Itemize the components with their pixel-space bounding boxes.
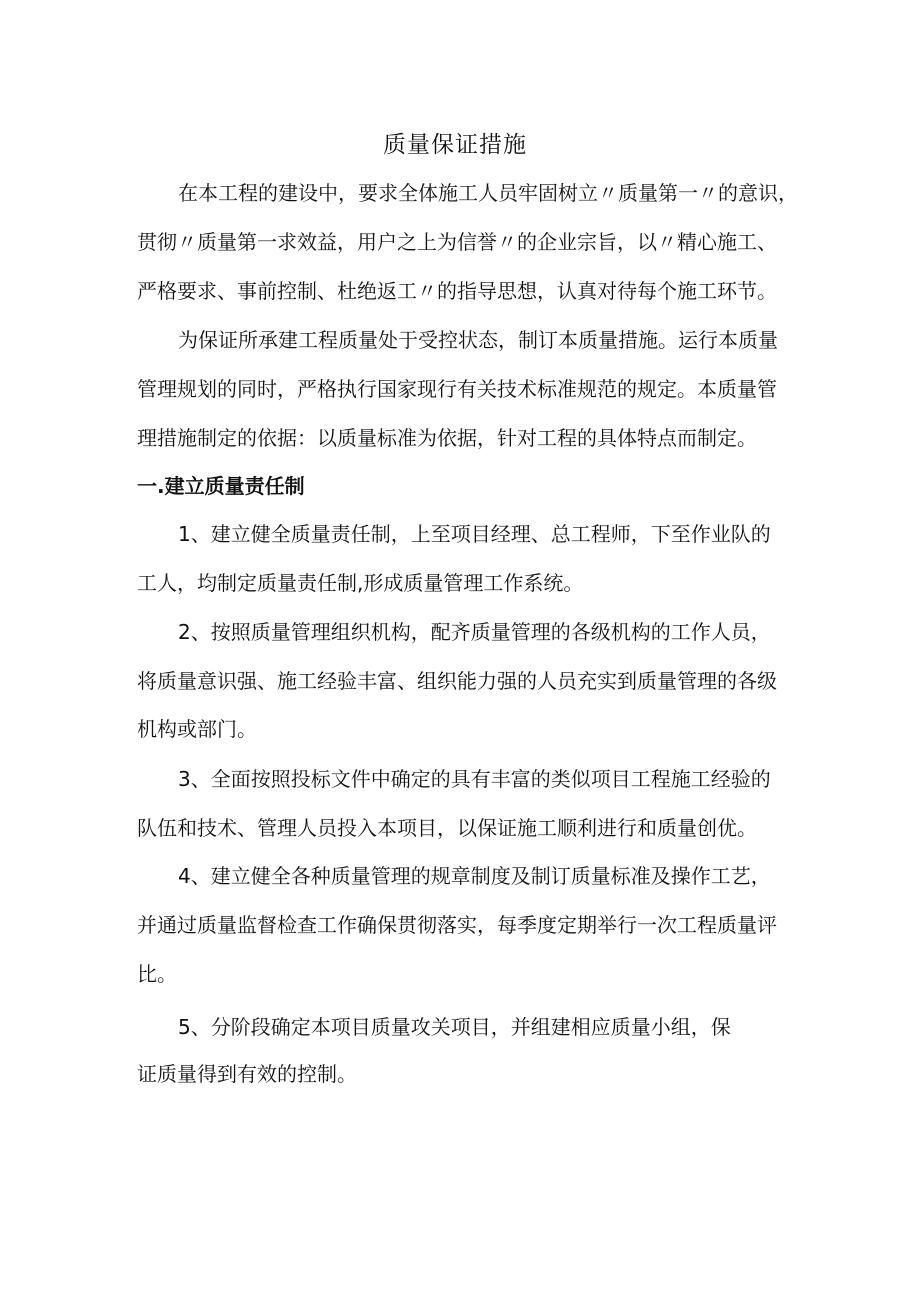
item-2-line-3: 机构或部门。 (137, 717, 257, 741)
paragraph-1-line-3: 严格要求、事前控制、杜绝返工〃的指导思想，认真对待每个施工环节。 (137, 279, 777, 303)
paragraph-1-line-1: 在本工程的建设中，要求全体施工人员牢固树立〃质量第一〃的意识， (178, 181, 798, 205)
item-4-line-2: 并通过质量监督检查工作确保贯彻落实，每季度定期举行一次工程质量评 (137, 913, 777, 937)
paragraph-2-line-3: 理措施制定的依据：以质量标准为依据，针对工程的具体特点而制定。 (137, 426, 757, 450)
paragraph-2-line-1: 为保证所承建工程质量处于受控状态，制订本质量措施。运行本质量 (178, 328, 778, 352)
section-heading: 一.建立质量责任制 (137, 474, 305, 498)
item-4-line-1: 4、建立健全各种质量管理的规章制度及制订质量标准及操作工艺， (178, 864, 771, 888)
item-3-line-1: 3、全面按照投标文件中确定的具有丰富的类似项目工程施工经验的 (178, 767, 771, 791)
page-title: 质量保证措施 (383, 132, 527, 158)
item-1-line-2: 工人，均制定质量责任制,形成质量管理工作系统。 (137, 571, 584, 595)
item-4-line-3: 比。 (137, 962, 177, 986)
item-5-line-1: 5、分阶段确定本项目质量攻关项目，并组建相应质量小组，保 (178, 1015, 731, 1039)
item-5-line-2: 证质量得到有效的控制。 (137, 1062, 357, 1086)
item-3-line-2: 队伍和技术、管理人员投入本项目，以保证施工顺利进行和质量创优。 (137, 816, 757, 840)
item-2-line-1: 2、按照质量管理组织机构，配齐质量管理的各级机构的工作人员， (178, 620, 771, 644)
item-1-line-1: 1、建立健全质量责任制，上至项目经理、总工程师，下至作业队的 (178, 522, 771, 546)
item-2-line-2: 将质量意识强、施工经验丰富、组织能力强的人员充实到质量管理的各级 (137, 669, 777, 693)
paragraph-1-line-2: 贯彻〃质量第一求效益，用户之上为信誉〃的企业宗旨，以〃精心施工、 (137, 230, 777, 254)
paragraph-2-line-2: 管理规划的同时，严格执行国家现行有关技术标准规范的规定。本质量管 (137, 377, 777, 401)
